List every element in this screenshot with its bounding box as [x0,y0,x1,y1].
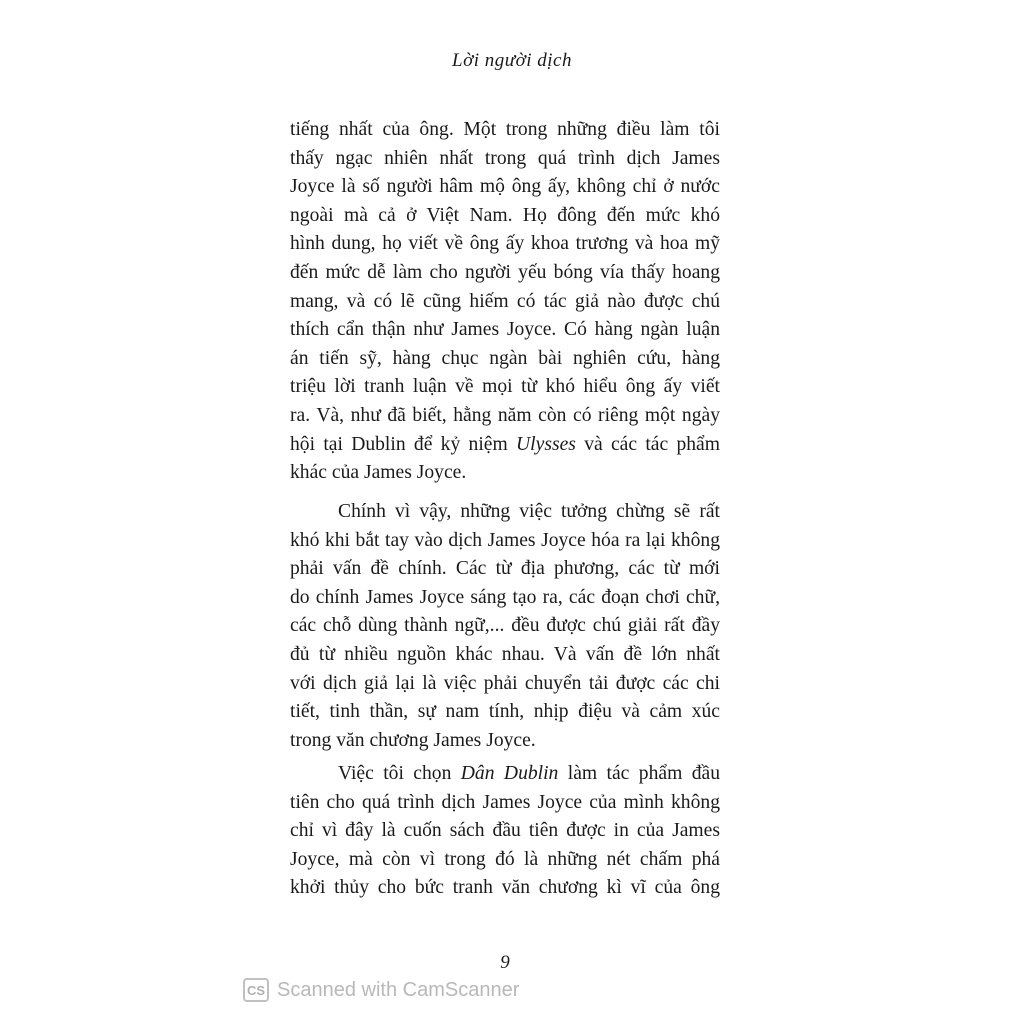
text-line [290,555,720,584]
italic-title: Dân Dublin [460,763,559,784]
text-segment: do chính James Joyce sáng tạo ra, các đoạn chơi chữ, [290,586,720,608]
text-segment: khó khi bắt tay vào dịch James Joyce hóa ra lại không [290,529,720,551]
text-segment: mang, và có lẽ cũng hiếm có tác giả nào được chú [290,290,720,312]
text-line [290,230,720,259]
running-header: Lời người dịch [452,50,572,71]
text-line [290,345,720,374]
text-segment: trong văn chương James Joyce. [290,729,536,751]
text-line [290,670,720,699]
text-line [290,874,720,903]
paragraph-3 [290,760,720,903]
text-segment: đến mức dễ làm cho người yếu bóng vía thấy hoang [290,261,720,283]
text-segment: ngoài mà cả ở Việt Nam. Họ đông đến mức khó [290,204,720,226]
text-segment: Joyce là số người hâm mộ ông ấy, không chỉ ở nước [290,176,720,198]
text-segment: và các tác phẩm [575,433,720,455]
text-segment: triệu lời tranh luận về mọi từ khó hiểu ông ấy viết [290,376,720,398]
text-segment: làm tác phẩm đầu [558,763,720,784]
text-line [290,259,720,288]
paragraph-1 [290,116,720,488]
text-segment: tiếng nhất của ông. Một trong những điều làm tôi [290,119,720,140]
italic-title: Ulysses [516,433,576,455]
text-line [290,612,720,641]
text-segment: khởi thủy cho bức tranh văn chương kì vĩ của ông [290,877,720,899]
text-segment: thấy ngạc nhiên nhất trong quá trình dịch James [290,147,720,169]
text-line [290,727,720,756]
text-segment: hình dung, họ viết về ông ấy khoa trương và hoa mỹ [290,233,720,255]
text-segment: phải vấn đề chính. Các từ địa phương, các từ mới [290,558,720,580]
text-segment: thích cẩn thận như James Joyce. Có hàng ngàn luận [290,319,720,341]
camscanner-watermark [243,978,519,1002]
text-segment: án tiến sỹ, hàng chục ngàn bài nghiên cứu, hàng [290,347,720,369]
text-segment: với dịch giả lại là việc phải chuyển tải được các chi [290,672,720,694]
text-line [290,373,720,402]
text-line [290,288,720,317]
text-line [290,402,720,431]
text-segment: tiết, tinh thần, sự nam tính, nhịp điệu và cảm xúc [290,701,720,723]
text-line [290,789,720,818]
text-line [290,817,720,846]
page-number: 9 [500,952,510,973]
camscanner-logo-icon: CS [243,978,269,1002]
text-segment: các chỗ dùng thành ngữ,... đều được chú giải rất đầy [290,615,720,637]
text-line [290,145,720,174]
text-segment: hội tại Dublin để kỷ niệm [290,433,517,455]
text-segment: Joyce, mà còn vì trong đó là những nét chấm phá [290,848,720,870]
text-segment: ra. Và, như đã biết, hằng năm còn có riêng một ngày [290,404,720,426]
text-segment: tiên cho quá trình dịch James Joyce của mình không [290,791,720,813]
text-line [290,459,720,488]
text-segment: Chính vì vậy, những việc tưởng chừng sẽ rất [338,501,720,522]
text-line [290,498,720,527]
text-line [290,431,720,460]
text-segment: khác của James Joyce. [290,462,467,484]
text-line [290,584,720,613]
text-line [290,316,720,345]
paragraph-2 [290,498,720,755]
text-line [290,116,720,145]
text-line [290,641,720,670]
text-line [290,173,720,202]
text-segment: Việc tôi chọn [338,763,461,784]
text-line [290,202,720,231]
text-line [290,760,720,789]
text-line [290,846,720,875]
text-segment: đủ từ nhiều nguồn khác nhau. Và vấn đề lớn nhất [290,643,720,665]
text-segment: chỉ vì đây là cuốn sách đầu tiên được in của James [290,820,720,842]
text-line [290,527,720,556]
watermark-text: Scanned with CamScanner [277,978,520,1001]
text-line [290,698,720,727]
